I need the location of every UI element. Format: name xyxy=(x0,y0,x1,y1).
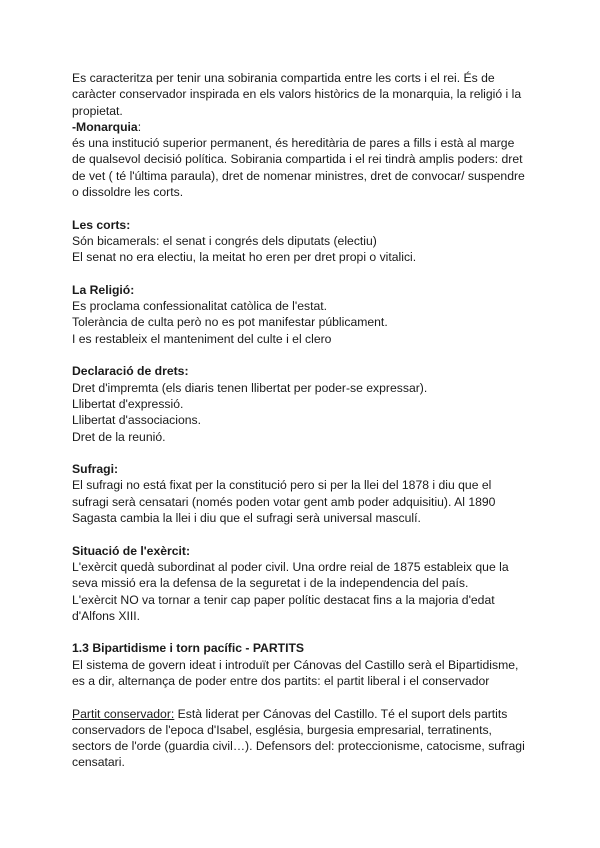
paragraph-gap xyxy=(72,526,542,542)
text-line: seva missió era la defensa de la seguretat i de la independencia del país. xyxy=(72,576,469,591)
exercit-section xyxy=(72,543,542,624)
text-line: conservadors de l'epoca d'Isabel, església, burgesia empresarial, terratinents, xyxy=(72,722,492,737)
text-line: Llibertat d'expressió. xyxy=(72,396,184,411)
text-line: és una institució superior permanent, és hereditària de pares a fills i està al marge xyxy=(72,136,515,151)
text-line: El senat no era electiu, la meitat ho eren per dret propi o vitalici. xyxy=(72,250,417,265)
sufragi-heading: Sufragi: xyxy=(72,462,119,477)
text-line: I es restableix el manteniment del culte i el clero xyxy=(72,331,332,346)
text-line: de vet ( té l'última paraula), dret de nomenar ministres, dret de convocar/ suspendre xyxy=(72,168,525,183)
drets-heading: Declaració de drets: xyxy=(72,364,189,379)
monarquia-section xyxy=(72,119,542,200)
text-line: Sagasta cambia la llei i diu que el sufragi serà universal masculí. xyxy=(72,511,421,526)
text-line: d'Alfons XIII. xyxy=(72,608,141,623)
paragraph-gap xyxy=(72,266,542,282)
bipartidisme-section xyxy=(72,640,542,689)
text-line: Llibertat d'associacions. xyxy=(72,413,202,428)
conservador-first-line-text: Està liderat per Cánovas del Castillo. Té el suport dels partits xyxy=(174,706,508,721)
corts-heading: Les corts: xyxy=(72,217,131,232)
text-line: censatari. xyxy=(72,755,125,770)
bipartidisme-heading: 1.3 Bipartidisme i torn pacífic - PARTITS xyxy=(72,641,305,656)
religio-heading: La Religió: xyxy=(72,282,135,297)
conservador-first-line xyxy=(72,706,542,722)
conservador-label: Partit conservador: xyxy=(72,706,175,721)
document-page xyxy=(72,70,542,771)
text-line: L'exèrcit quedà subordinat al poder civil. Una ordre reial de 1875 estableix que la xyxy=(72,559,509,574)
text-line: Tolerància de culta però no es pot manifestar públicament. xyxy=(72,315,388,330)
text-line: es a dir, alternança de poder entre dos partits: el partit liberal i el conservador xyxy=(72,673,490,688)
text-line: L'exèrcit NO va tornar a tenir cap paper polític destacat fins a la majoria d'edat xyxy=(72,592,495,607)
text-line: Es caracteritza per tenir una sobirania compartida entre les corts i el rei. És de xyxy=(72,71,495,85)
paragraph-gap xyxy=(72,200,542,216)
intro-paragraph xyxy=(72,70,542,119)
exercit-heading: Situació de l'exèrcit: xyxy=(72,543,191,558)
text-line: o dissoldre les corts. xyxy=(72,185,184,200)
text-line: Són bicamerals: el senat i congrés dels diputats (electiu) xyxy=(72,233,377,248)
monarquia-heading-line xyxy=(72,119,542,135)
text-line: sufragi serà censatari (només poden votar gent amb poder adquisitiu). Al 1890 xyxy=(72,494,496,509)
paragraph-gap xyxy=(72,689,542,705)
paragraph-gap xyxy=(72,624,542,640)
text-line: sectors de l'orde (guardia civil…). Defensors del: proteccionisme, catocisme, sufragi xyxy=(72,739,525,754)
text-line: caràcter conservador inspirada en els valors històrics de la monarquia, la religió i la xyxy=(72,87,522,102)
monarquia-heading-colon: : xyxy=(137,119,142,134)
paragraph-gap xyxy=(72,347,542,363)
drets-section xyxy=(72,363,542,444)
conservador-section xyxy=(72,706,542,771)
text-line: Dret de la reunió. xyxy=(72,429,166,444)
text-line: Es proclama confessionalitat catòlica de l'estat. xyxy=(72,299,328,314)
paragraph-gap xyxy=(72,445,542,461)
text-line: El sistema de govern ideat i introduït per Cánovas del Castillo serà el Bipartidisme, xyxy=(72,657,519,672)
text-line: Dret d'impremta (els diaris tenen llibertat per poder-se expressar). xyxy=(72,380,428,395)
religio-section xyxy=(72,282,542,347)
text-line: El sufragi no está fixat per la constitució pero si per la llei del 1878 i diu que el xyxy=(72,478,492,493)
sufragi-section xyxy=(72,461,542,526)
text-line: de qualsevol decisió política. Sobirania compartida i el rei tindrà amplis poders: dret xyxy=(72,152,523,167)
text-line: propietat. xyxy=(72,103,123,118)
monarquia-heading: -Monarquia xyxy=(72,119,138,134)
corts-section xyxy=(72,217,542,266)
